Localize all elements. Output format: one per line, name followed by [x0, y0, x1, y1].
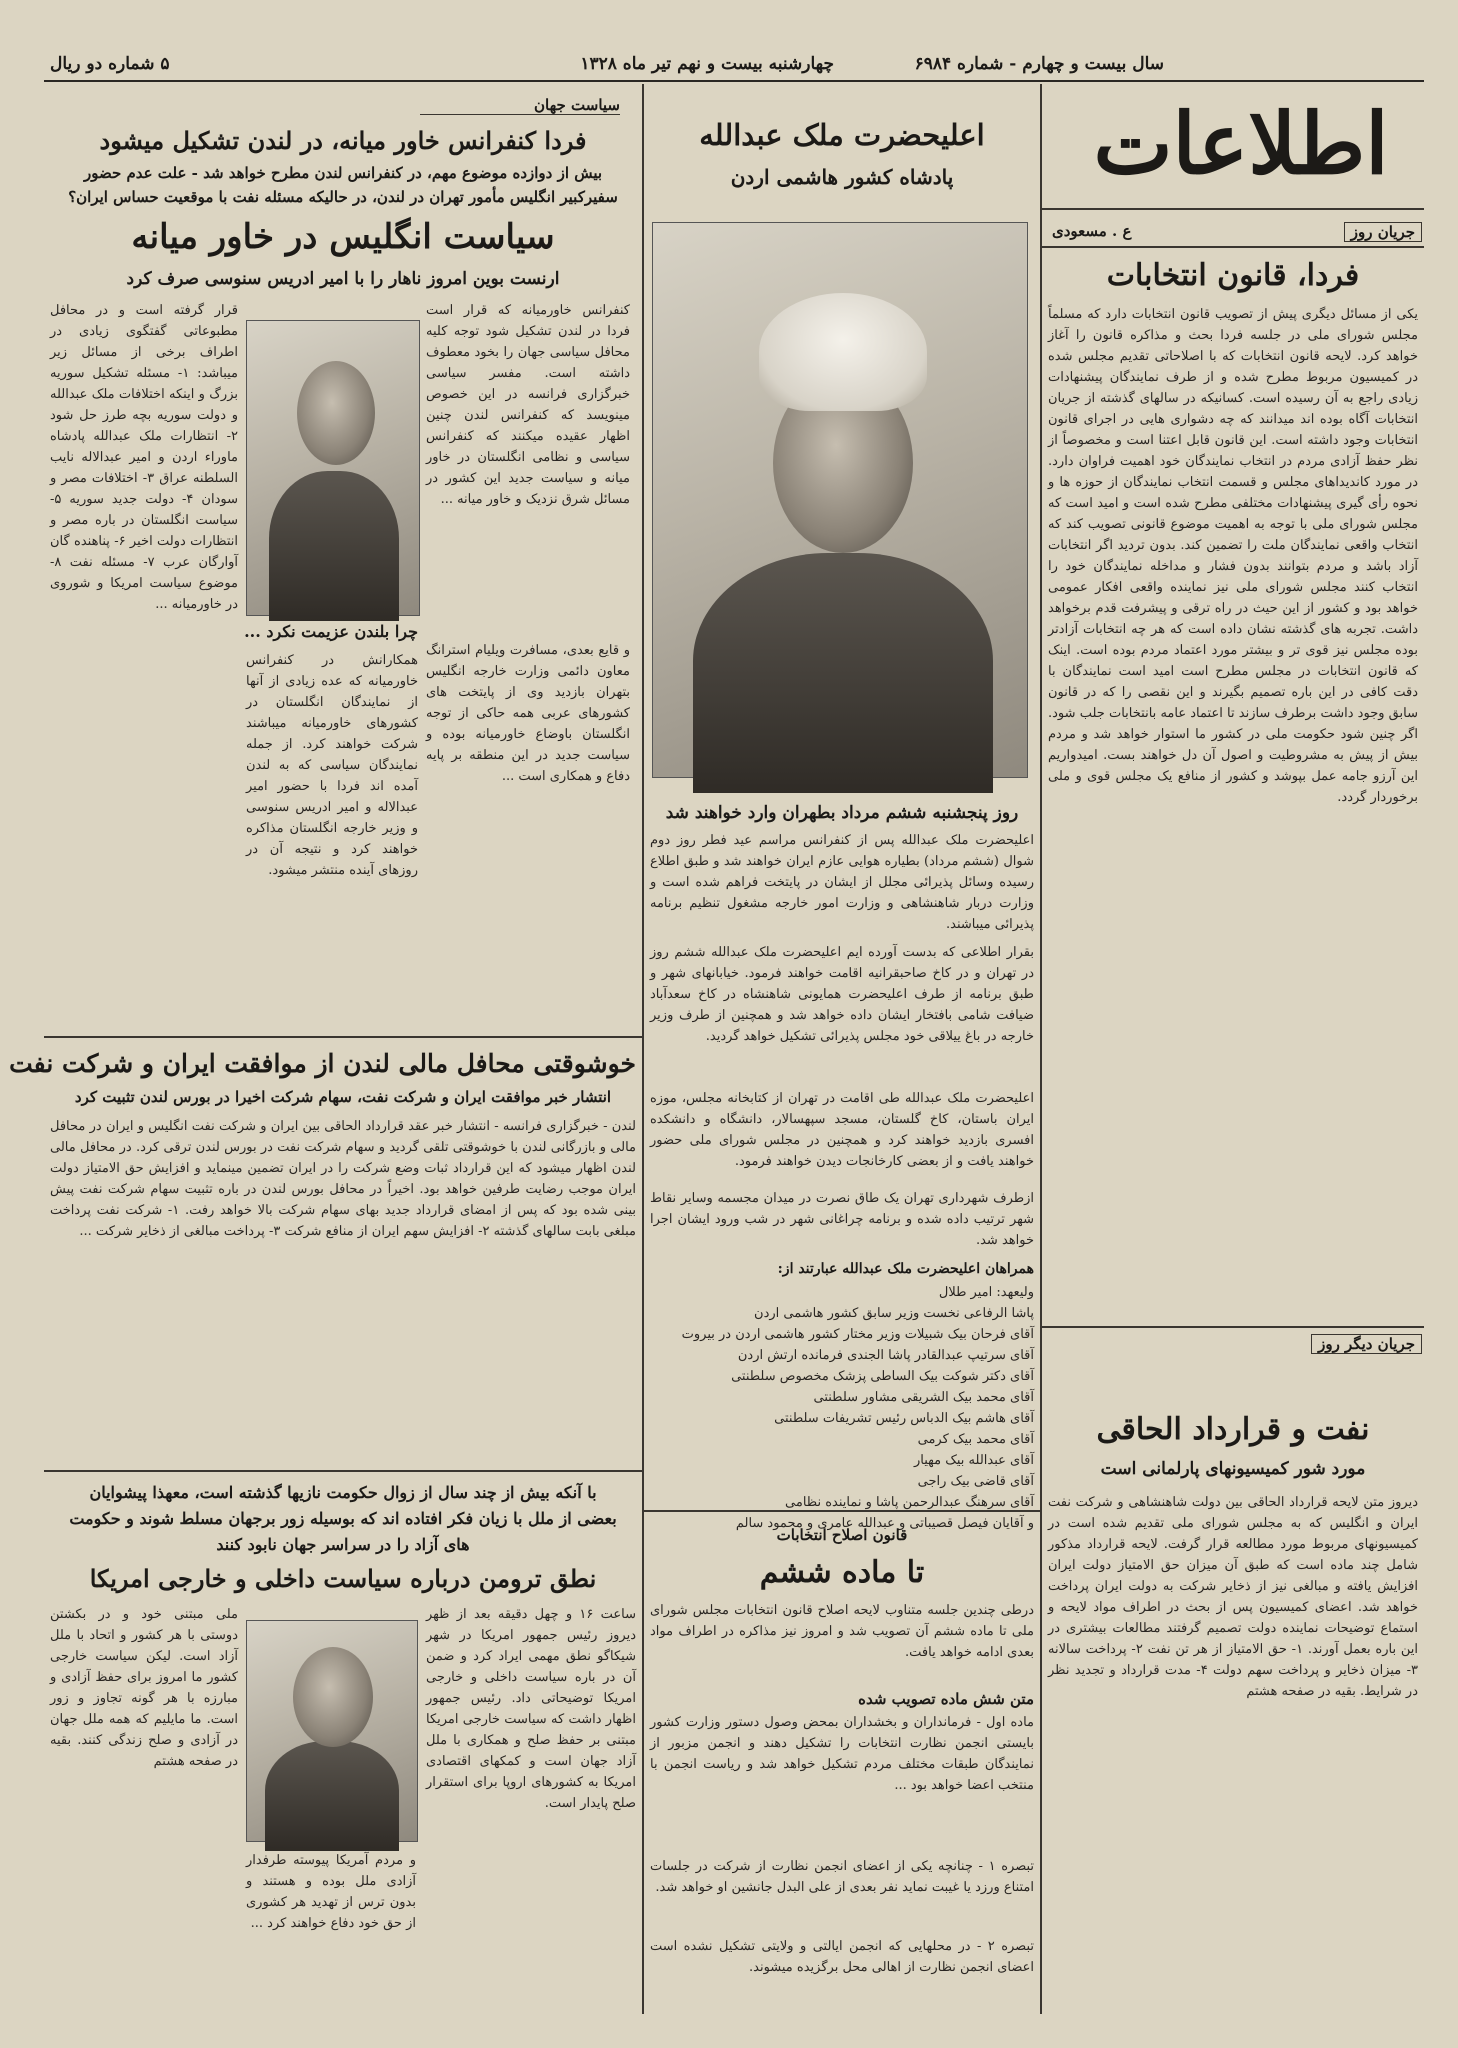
election-law-note-2: تبصره ۲ - در محلهایی که انجمن ایالتی و ولایتی تشکیل نشده است اعضای انجمن نظارت از اهالی محل برگزیده میشوند.	[650, 1939, 1034, 1975]
king-subheadline: پادشاه کشور هاشمی اردن	[730, 165, 954, 189]
companion-item: ولیعهد: امیر طلال	[938, 1285, 1034, 1300]
companion-item: آقای هاشم بیک الدباس رئیس تشریفات سلطنتی	[774, 1411, 1034, 1426]
election-law-editorial-headline: فردا، قانون انتخابات	[1106, 258, 1360, 293]
companion-item: پاشا الرفاعی نخست وزیر سابق کشور هاشمی اردن	[754, 1306, 1034, 1321]
king-body-d: ازطرف شهرداری تهران یک طاق نصرت در میدان مجسمه وسایر نقاط شهر ترتیب داده شده و برنامه چراغانی شهر در شب ورود ایشان اجرا خواهد شد.	[650, 1191, 1034, 1248]
companion-item: آقای سرهنگ عبدالرحمن پاشا و نماینده نظامی	[785, 1495, 1034, 1510]
conference-headline: فردا کنفرانس خاور میانه، در لندن تشکیل میشود	[99, 126, 587, 155]
king-arrival-headline: روز پنجشنبه ششم مرداد بطهران وارد خواهند شد	[665, 803, 1019, 823]
truman-body-a: ساعت ۱۶ و چهل دقیقه بعد از ظهر دیروز رئیس جمهور امریکا در شهر شیکاگو نطق مهمی ایراد کرد و ضمن آن در باره سیاست داخلی و خارجی امریکا توضیحاتی داد. رئیس جمهور اظهار داشت که سیاست خارجی امریکا مبتنی بر حفظ صلح و همکاری با ملل آزاد جهان است و کمکهای اقتصادی امریکا به کشورهای اروپا برای استقرار صلح پایدار است.	[426, 1607, 636, 1811]
companion-item: آقای محمد بیک الشریقی مشاور سلطنتی	[813, 1390, 1034, 1405]
column-rule-center-right	[1040, 84, 1042, 2014]
election-editorial-body: یکی از مسائل دیگری پیش از تصویب قانون انتخابات دارد که مسلماً مجلس شورای ملی در جلسه فردا بحث و مذاکره قانون را آغاز خواهد کرد. لایحه قانون انتخابات که با اصلاحاتی تقدیم مجلس شده در کمیسیون مربوط مطرح شده و از طرف نمایندگان پیشنهادات زیادی راجع به آن رسیده است. کسانیکه در سالهای گذشته از جریان انتخابات آگاه بوده اند میدانند که چه دشواری هایی در اجرای قانون انتخابات وجود داشته است. این قانون قابل اعتنا است و مخصوصاً از نظر حفظ آزادی مردم در انتخاب نمایندگان خود اهمیت فراوان دارد. در مورد کاندیداهای مجلس و قسمت انتخاب نمایندگان از حوزه ها و نحوه رأی گیری پیشنهادات مختلفی مطرح شده است و امید است که مجلس شورای ملی با توجه به اهمیت موضوع قانونی تصویب کند که انتخاب واقعی نمایندگان ملت را تضمین کند. بدون تردید اگر انتخابات آزاد باشد و مردم بتوانند بدون فشار و مداخله نمایندگان خود را انتخاب کنند مجلس شورای ملی نیز نماینده واقعی افکار عمومی خواهد بود و کشور از این حیث در راه ترقی و پیشرفت قدم برخواهد داشت. تجربه های گذشته نشان داده است که هر چه انتخابات آزادتر بوده مجلس نیز قوی تر و بیشتر مورد اعتماد مردم بوده است. اینک که قانون انتخابات در مجلس مطرح است امید است نمایندگان با دقت کافی در این باره تصمیم بگیرند و این نقصی را که در قانون سابق وجود داشت برطرف سازند تا اعتماد عامه بانتخابات جلب شود. اگر چنین شود حکومت ملی در کشور ما استوار خواهد شد و مردم بیش از پیش به مشروطیت و اصول آن دل خواهند بست. امیدواریم این آرزو جامه عمل بپوشد و کشور از منافع یک مجلس قوی و ملی برخوردار گردد.	[1048, 307, 1419, 805]
portrait-photo-left	[246, 320, 420, 616]
oil-agreement-body: دیروز متن لایحه قرارداد الحاقی بین دولت شاهنشاهی و شرکت نفت ایران و انگلیس که به مجلس شورای ملی تقدیم شده است در کمیسیونهای مربوط مورد مطالعه قرار گرفت. لایحه قرارداد مذکور شامل چند ماده است که طبق آن میزان حق الامتیاز دولت ایران افزایش یافته و مبالغی نیز از ذخایر شرکت به دولت ایران پرداخت خواهد شد. اعضای کمیسیون پس از بحث در اطراف مواد لایحه و استماع توضیحات نماینده دولت تصمیم گرفتند مطالعات بیشتری در این باره بعمل آورند. ۱- حق الامتیاز از هر تن نفت ۲- پرداخت سالانه ۳- میزان ذخایر و پرداخت سهم دولت ۴- مدت قرارداد و تجدید نظر در شرایط. بقیه در صفحه هشتم	[1048, 1495, 1418, 1699]
election-law-label: قانون اصلاح انتخابات	[776, 1526, 908, 1544]
other-column-label: جریان دیگر روز	[1311, 1334, 1422, 1354]
photo-caption-left: چرا بلندن عزیمت نکرد ...	[244, 622, 418, 641]
right-column-rule	[1040, 246, 1424, 248]
section-label-world-politics: سیاست جهان	[420, 96, 620, 115]
daily-column-label: جریان روز	[1344, 222, 1422, 242]
issue-line: سال بیست و چهارم - شماره ۶۹۸۴	[914, 54, 1164, 74]
oil-finance-deck: انتشار خبر موافقت ایران و شرکت نفت، سهام شرکت اخیرا در بورس لندن تثبیت کرد	[74, 1088, 612, 1106]
companions-title: همراهان اعلیحضرت ملک عبدالله عبارتند از:	[777, 1261, 1034, 1277]
companion-item: آقای عبدالله بیک مهیار	[913, 1453, 1034, 1468]
nazi-banner-2: بعضی از ملل با زیان فکر افتاده اند که بوسیله زور برجهان مسلط شوند و حکومت	[69, 1509, 617, 1528]
author-name: ع . مسعودی	[1052, 222, 1132, 240]
king-headline: اعلیحضرت ملک عبدالله	[699, 118, 985, 152]
truman-headline: نطق ترومن درباره سیاست داخلی و خارجی امریکا	[89, 1564, 597, 1593]
companion-item: آقای سرتیپ عبدالقادر پاشا الجندی فرمانده ارتش اردن	[737, 1348, 1034, 1363]
portrait-photo-truman	[246, 1620, 418, 1842]
companion-item: آقای دکتر شوکت بیک الساطی پزشک مخصوص سلطنتی	[731, 1369, 1034, 1384]
oil-agreement-subheadline: مورد شور کمیسیونهای پارلمانی است	[1100, 1459, 1366, 1479]
companions-list	[650, 1282, 1034, 1531]
oil-agreement-headline: نفت و قرارداد الحاقی	[1096, 1412, 1370, 1447]
king-body-b: بقرار اطلاعی که بدست آورده ایم اعلیحضرت ملک عبدالله ششم روز در تهران و در کاخ صاحبقرانیه اقامت خواهند فرمود. خیابانهای شهر و طبق برنامه از طرف اعلیحضرت همایونی شاهنشاه در کاخ سعدآباد ضیافت شامی بافتخار ایشان داده خواهد شد و همچنین از طرف وزیر خارجه در باغ ییلاقی خود مجلس پذیرائی تشکیل خواهد گردید.	[650, 945, 1034, 1044]
bevin-subheadline: ارنست بوین امروز ناهار را با امیر ادریس سنوسی صرف کرد	[126, 269, 560, 289]
portrait-king-abdullah	[652, 222, 1028, 778]
nazi-banner-3: های آزاد را در سراسر جهان نابود کنند	[216, 1535, 470, 1554]
king-body-a: اعلیحضرت ملک عبدالله پس از کنفرانس مراسم عید فطر روز دوم شوال (ششم مرداد) بطیاره هوایی عازم ایران خواهند شد و طبق اطلاع رسیده وسائل پذیرائی مجلل از ایشان در پایتخت فراهم شده است و وزارت دربار شاهنشاهی و وزارت امور خارجه مشغول تنظیم برنامه پذیرائی میباشند.	[650, 833, 1034, 932]
england-policy-headline: سیاست انگلیس در خاور میانه	[131, 217, 555, 257]
companion-item: آقای قاضی بیک راجی	[917, 1474, 1034, 1489]
conference-deck-2: سفیرکبیر انگلیس مأمور تهران در لندن، در حالیکه مسئله نفت با موقعیت حساس ایران؟	[68, 188, 618, 206]
king-body-c: اعلیحضرت ملک عبدالله طی اقامت در تهران از کتابخانه مجلس، موزه ایران باستان، کاخ گلستان، مسجد سپهسالار، دانشگاه و دانشکده افسری بازدید خواهند کرد و همچنین در مجلس شورای ملی حضور خواهند یافت و از بعضی کارخانجات دیدن خواهند فرمود.	[650, 1091, 1034, 1169]
election-law-intro: درطی چندین جلسه متناوب لایحه اصلاح قانون انتخابات مجلس شورای ملی تا ماده ششم آن تصویب شد و امروز نیز مذاکره در اطراف مواد بعدی ادامه خواهد یافت.	[650, 1603, 1034, 1660]
oil-finance-headline: خوشوقتی محافل مالی لندن از موافقت ایران و شرکت نفت	[9, 1049, 636, 1078]
election-law-article-1: ماده اول - فرمانداران و بخشداران بمحض وصول دستور وزارت کشور بایستی انجمن نظارت انتخابات را تشکیل دهند و انجمن مزبور از نمایندگان طبقات مختلف مردم تشکیل خواهد شد و ریاست انجمن با منتخب اعضا خواهد بود ...	[650, 1715, 1034, 1793]
band-rule-bottom	[44, 1470, 642, 1472]
nazi-banner-1: با آنکه بیش از چند سال از زوال حکومت نازیها گذشته است، معهذا پیشوایان	[89, 1483, 597, 1502]
election-law-deck: متن شش ماده تصویب شده	[858, 1690, 1034, 1708]
conference-body-c: همکارانش در کنفرانس خاورمیانه که عده زیادی از آنها از نمایندگان انگلستان در کشورهای خاورمیانه میباشند شرکت خواهند کرد. از جمله نمایندگان سیاسی که به لندن آمده اند فردا با حضور امیر عبدالاله و امیر ادریس سنوسی و وزیر خارجه انگلستان مذاکره خواهند کرد و نتیجه آن در روزهای آینده منتشر میشود.	[246, 653, 418, 878]
companion-item: آقای محمد بیک کرمی	[917, 1432, 1034, 1447]
masthead-title: اطلاعات	[1093, 94, 1389, 193]
companion-item: و آقایان فیصل قصیباتی و عبدالله عامری و محمود سالم	[735, 1516, 1034, 1531]
oil-finance-body: لندن - خبرگزاری فرانسه - انتشار خبر عقد قرارداد الحاقی بین ایران و شرکت نفت انگلیس و ایران در محافل مالی و بازرگانی لندن با خوشوقتی تلقی گردید و سهام شرکت نفت در بورس لندن ترقی کرد. در محافل مالی لندن اظهار میشود که این قرارداد ثبات وضع شرکت را در ایران تضمین مینماید و افزایش حق الامتیاز دولت ایران موجب رضایت طرفین خواهد بود. اخیراً در محافل بورس لندن در باره تثبیت سهام شرکت نفت پیش بینی شده بود که پس از امضای قرارداد جدید بهای سهام شرکت بالا خواهد رفت. ۱- شرکت نفت پرداخت مبلغی بابت سالهای گذشته ۲- افزایش سهم ایران از منافع شرکت ۳- پرداخت مبالغی از ذخایر شرکت ...	[50, 1119, 637, 1239]
truman-body-c: و مردم آمریکا پیوسته طرفدار آزادی ملل بوده و هستند و بدون ترس از تهدید هر کشوری از حق خود دفاع خواهند کرد ...	[246, 1853, 416, 1931]
date-line: چهارشنبه بیست و نهم تیر ماه ۱۳۲۸	[580, 54, 834, 74]
conference-body-d: و قایع بعدی، مسافرت ویلیام استرانگ معاون دائمی وزارت خارجه انگلیس بتهران بازدید وی از پایتخت های کشورهای عربی همه حاکی از توجه انگلستان باوضاع خاورمیانه بوده و سیاست جدید در این منطقه بر پایه دفاع و همکاری است ...	[426, 643, 630, 784]
right-rule-lower	[1040, 1326, 1424, 1328]
conference-body-b: قرار گرفته است و در محافل مطبوعاتی گفتگوی زیادی در اطراف برخی از مسائل زیر میباشد: ۱- مسئله تشکیل سوریه بزرگ و اینکه اختلافات ملک عبدالله و دولت سوریه بچه طرز حل شود ۲- انتظارات ملک عبدالله پادشاه ماوراء اردن و امیر عبدالاله نایب السلطنه عراق ۳- اختلافات مصر و سودان ۴- دولت جدید سوریه ۵- سیاست انگلستان در باره مصر و انتظارات دولت اخیر ۶- پناهنده گان آوارگان عرب ۷- مسئله نفت ۸- موضوع سیاست امریکا و شوروی در خاورمیانه ...	[50, 303, 239, 612]
masthead-rule	[1040, 208, 1424, 210]
election-law-note-1: تبصره ۱ - چنانچه یکی از اعضای انجمن نظارت از شرکت در جلسات امتناع ورزد یا غیبت نماید نفر بعدی از علی البدل جانشین او خواهد شد.	[650, 1859, 1035, 1895]
truman-body-b: ملی مبتنی خود و در بکشتن دوستی با هر کشور و اتحاد با ملل آزاد است. لیکن سیاست خارجی کشور ما امروز برای حفظ آزادی و مبارزه با هر گونه تجاوز و زور است. ما مایلیم که همه ملل جهان در آزادی و صلح زندگی کنند. بقیه در صفحه هشتم	[50, 1607, 238, 1769]
band-rule-top	[44, 1036, 642, 1038]
election-law-headline: تا ماده ششم	[759, 1555, 925, 1590]
header-bar	[44, 52, 1424, 82]
conference-deck-1: بیش از دوازده موضوع مهم، در کنفرانس لندن مطرح خواهد شد - علت عدم حضور	[83, 164, 603, 182]
conference-body-a: کنفرانس خاورمیانه که قرار است فردا در لندن تشکیل شود توجه کلیه محافل سیاسی جهان را بخود معطوف داشته است. مفسر سیاسی خبرگزاری فرانسه در این خصوص مینویسد که کنفرانس لندن چنین اظهار عقیده میکنند که کنفرانس سیاسی و نظامی انگلستان در خاور میانه و سیاست جدید این کشور در مسائل شرق نزدیک و خاور میانه ...	[426, 303, 630, 507]
price-label: ۵ شماره دو ریال	[50, 54, 170, 74]
companion-item: آقای فرحان بیک شبیلات وزیر مختار کشور هاشمی اردن در بیروت	[681, 1327, 1034, 1342]
column-rule-center-left	[642, 84, 644, 2014]
